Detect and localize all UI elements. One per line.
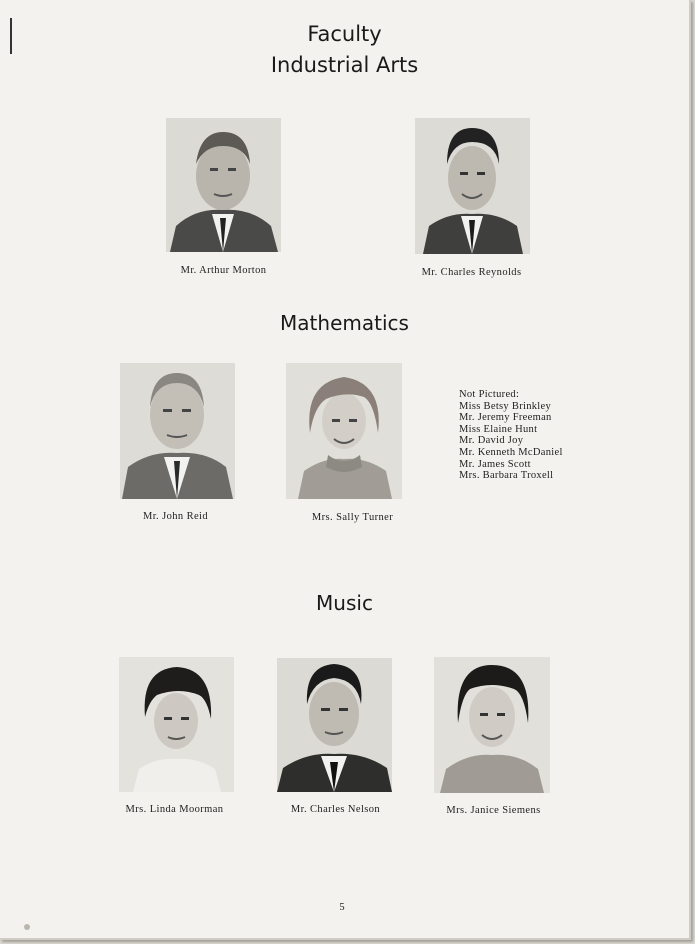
- page-mark: [24, 924, 30, 930]
- section-title-mathematics: Mathematics: [280, 311, 409, 335]
- caption-linda-moorman: Mrs. Linda Moorman: [125, 804, 224, 815]
- not-pictured-name: Mr. David Joy: [459, 435, 524, 447]
- portrait-photo: [286, 363, 402, 499]
- portrait-photo: [120, 363, 235, 499]
- portrait-photo: [434, 657, 550, 793]
- caption-john-reid: Mr. John Reid: [143, 511, 208, 522]
- not-pictured-name: Miss Betsy Brinkley: [459, 400, 552, 412]
- portrait-photo: [119, 657, 234, 792]
- not-pictured-name: Mr. Jeremy Freeman: [459, 412, 552, 424]
- not-pictured-name: Miss Elaine Hunt: [459, 423, 538, 435]
- page-title: Faculty: [307, 22, 382, 46]
- caption-charles-reynolds: Mr. Charles Reynolds: [421, 267, 522, 278]
- section-title-music: Music: [316, 591, 373, 615]
- caption-janice-siemens: Mrs. Janice Siemens: [446, 805, 541, 816]
- caption-charles-nelson: Mr. Charles Nelson: [290, 804, 381, 815]
- section-title-industrial-arts: Industrial Arts: [270, 53, 419, 77]
- portrait-photo: [415, 118, 530, 254]
- not-pictured-name: Mr. Kenneth McDaniel: [459, 446, 563, 458]
- not-pictured-list: [459, 389, 563, 482]
- not-pictured-name: Mr. James Scott: [459, 458, 531, 470]
- page-number: 5: [339, 902, 345, 913]
- not-pictured-label: Not Pictured:: [459, 389, 520, 400]
- portrait-photo: [277, 658, 392, 792]
- caption-sally-turner: Mrs. Sally Turner: [311, 512, 394, 523]
- caption-arthur-morton: Mr. Arthur Morton: [180, 265, 267, 276]
- portrait-photo: [166, 118, 281, 252]
- not-pictured-name: Mrs. Barbara Troxell: [459, 470, 554, 482]
